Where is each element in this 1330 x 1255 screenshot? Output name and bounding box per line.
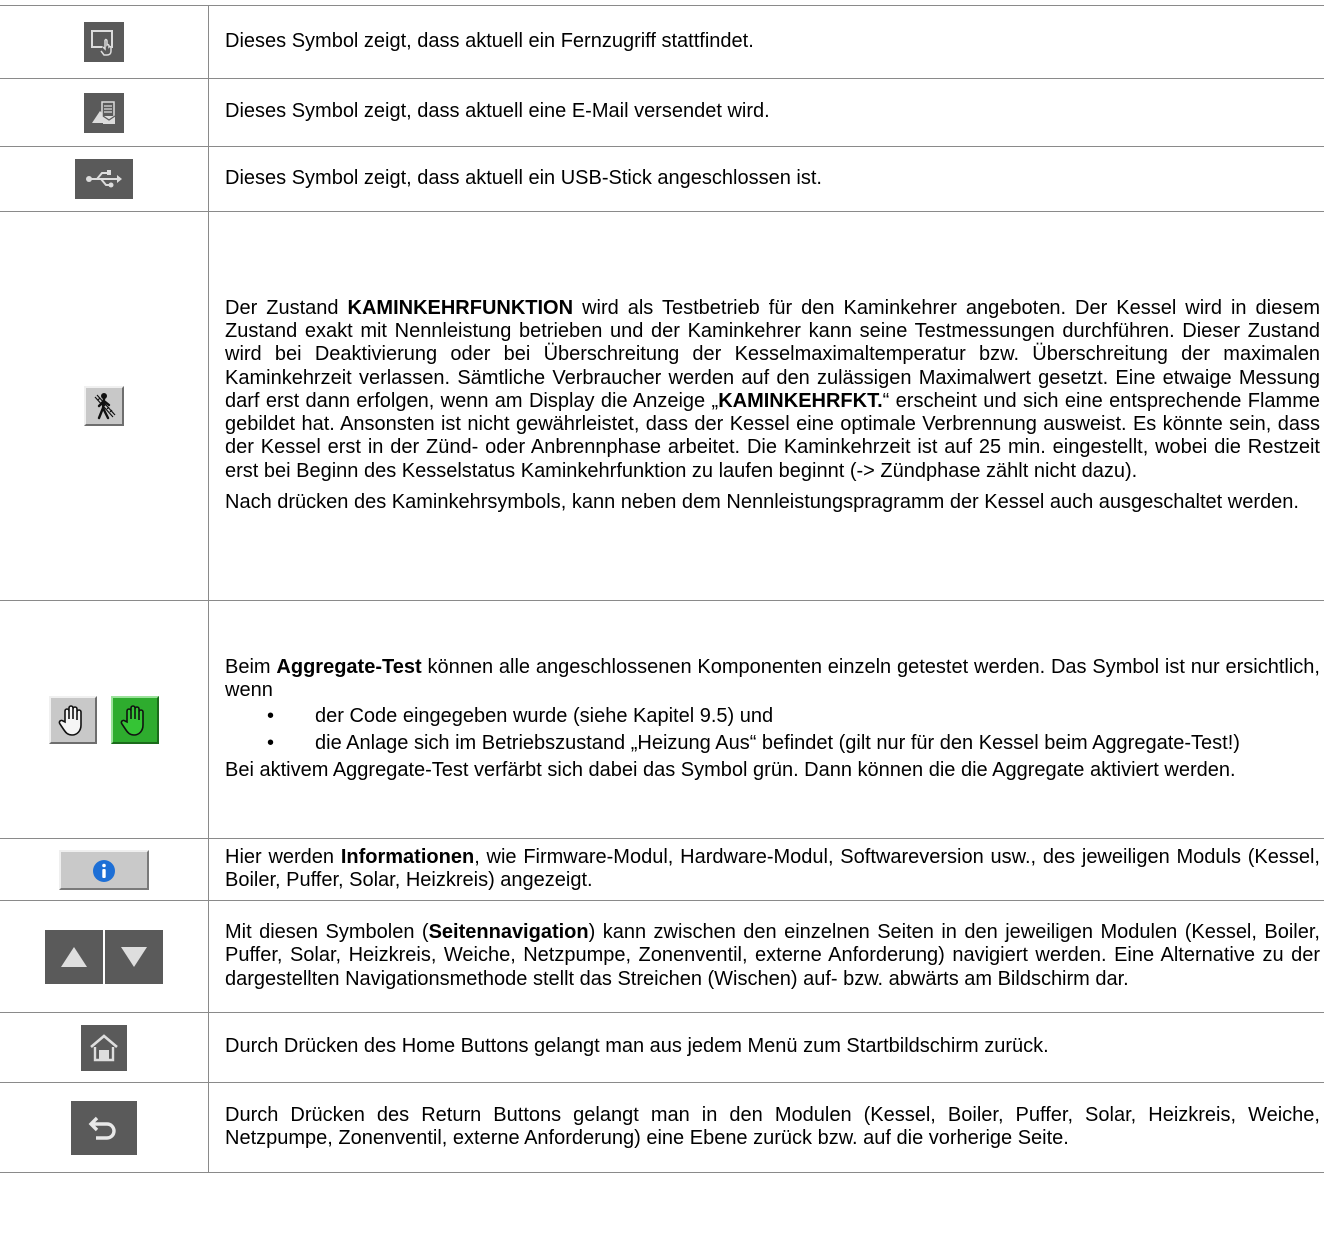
bold-term: Informationen [340,845,475,868]
row-text [209,901,1325,1013]
row-usb [0,147,1324,212]
row-text: Durch Drücken des Return Buttons gelangt man in den Modulen (Kessel, Boiler, Puffer, Solar, Heizkreis, Weiche, Netzpumpe, Zonenventil, externe Anforderung) eine Ebene zurück bzw. auf die vorherige Seite. [209,1083,1325,1173]
text-run: , wie Firmware-Modul, Hardware-Modul, Softwareversion usw., des jeweiligen Moduls (Kessel, Boiler, Puffer, Solar, Heizkreis) angezeigt. [225,845,1320,891]
icon-cell [0,79,209,147]
paragraph [225,846,1320,892]
row-text [209,212,1325,601]
row-text [209,839,1325,901]
paragraph [225,921,1320,991]
bold-term: Aggregate-Test [276,655,422,678]
icon-cell [0,6,209,79]
icon-cell [0,212,209,601]
row-remote-access [0,6,1324,79]
row-text [209,601,1325,839]
icon-cell [0,901,209,1013]
arrow-down-icon [105,930,163,984]
list-item: • der Code eingegeben wurde (siehe Kapitel 9.5) und [315,705,1320,728]
list-item: • die Anlage sich im Betriebszustand „Heizung Aus“ befindet (gilt nur für den Kessel beim Aggregate-Test!) [315,732,1320,755]
row-text: Dieses Symbol zeigt, dass aktuell ein USB-Stick angeschlossen ist. [209,147,1325,212]
text-run: Der Zustand [225,297,348,320]
row-email [0,79,1324,147]
bullet-list [225,705,1320,754]
row-chimney-sweep [0,212,1324,601]
chimney-sweep-icon [84,386,124,426]
info-icon [59,850,149,890]
text-run: Hier werden [225,845,341,868]
text-run: “ erscheint und sich eine entsprechende Flamme gebildet hat. Ansonsten ist nicht gewährleistet, dass der Kessel eine optimale Verbrennung ausweist. Es könnte sein, dass der Kessel erst in der Zünd- oder Anbrennphase arbeitet. Die Kaminkehrzeit ist auf 25 min. eingestellt, wobei die Restzeit erst bei Beginn des Kesselstatus Kaminkehrfunktion zu laufen beginnt (-> Zündphase zählt nicht dazu). [225,389,1320,482]
icon-cell [0,601,209,839]
row-info [0,839,1324,901]
remote-access-icon [84,22,124,62]
paragraph [225,656,1320,702]
row-text: Dieses Symbol zeigt, dass aktuell eine E-Mail versendet wird. [209,79,1325,147]
bold-term: KAMINKEHRFKT. [718,389,883,412]
hand-active-icon [111,696,159,744]
paragraph: Nach drücken des Kaminkehrsymbols, kann neben dem Nennleistungspragramm der Kessel auch ausgeschaltet werden. [225,490,1299,513]
icon-cell [0,1083,209,1173]
usb-icon [75,159,133,199]
text-run: können alle angeschlossenen Komponenten einzeln getestet werden. Das Symbol ist nur ersichtlich, wenn [225,655,1320,702]
row-navigation [0,901,1324,1013]
page-navigation-buttons [45,930,163,984]
return-icon [71,1101,137,1155]
row-return [0,1083,1324,1173]
text-run: wird als Testbetrieb für den Kaminkehrer angeboten. Der Kessel wird in diesem Zustand exakt mit Nennleistung betrieben und der Kaminkehrer kann seine Testmessungen durchführen. Dieser Zustand wird bei Deaktivierung oder bei Überschreitung der Kesselmaximaltemperatur bzw. Überschreitung der maximalen Kaminkehrzeit verlassen. Sämtliche Verbraucher werden auf den zulässigen Maximalwert gesetzt. Eine etwaige Messung darf erst dann erfolgen, wenn am Display die Anzeige „ [225,297,1320,412]
symbol-table [0,5,1324,1173]
row-text: Dieses Symbol zeigt, dass aktuell ein Fernzugriff stattfindet. [209,6,1325,79]
text-run: Mit diesen Symbolen ( [225,921,429,944]
icon-cell [0,1013,209,1083]
paragraph: Bei aktivem Aggregate-Test verfärbt sich dabei das Symbol grün. Dann können die die Aggregate aktiviert werden. [225,758,1236,781]
row-text: Durch Drücken des Home Buttons gelangt man aus jedem Menü zum Startbildschirm zurück. [209,1013,1325,1083]
bold-term: Seitennavigation [428,921,589,944]
paragraph [225,297,1320,483]
row-aggregate-test [0,601,1324,839]
row-home [0,1013,1324,1083]
arrow-up-icon [45,930,103,984]
email-sending-icon [84,93,124,133]
icon-cell [0,147,209,212]
hand-inactive-icon [49,696,97,744]
home-icon [81,1025,127,1071]
text-run: Beim [225,655,277,678]
icon-cell [0,839,209,901]
bold-term: KAMINKEHRFUNKTION [347,297,574,320]
text-run: ) kann zwischen den einzelnen Seiten in den jeweiligen Modulen (Kessel, Boiler, Puffer, Solar, Heizkreis, Weiche, Netzpumpe, Zonenventil, externe Anforderung) navigiert werden. Eine Alternative zu der dargestellten Navigationsmethode stellt das Streichen (Wischen) auf- bzw. abwärts am Bildschirm dar. [225,921,1320,990]
